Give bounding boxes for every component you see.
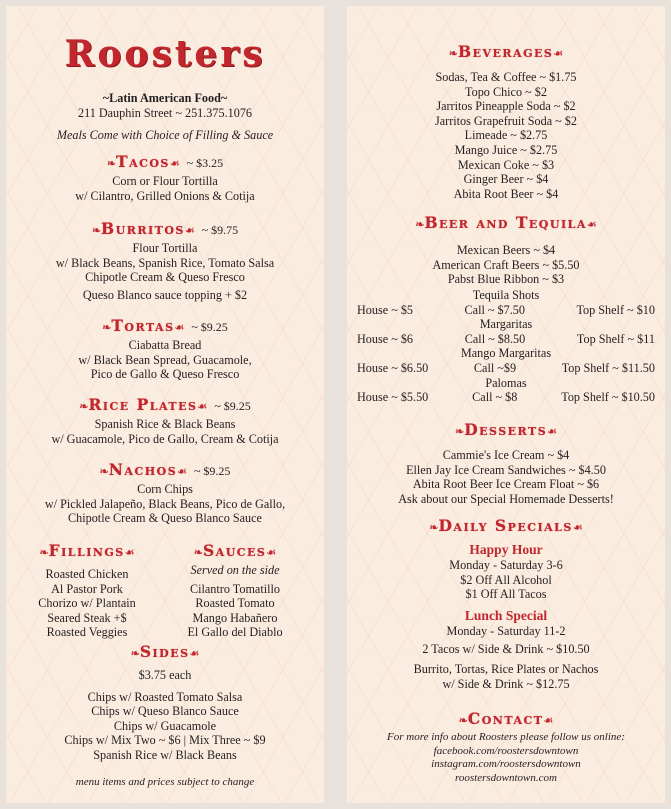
lunch-line: Burrito, Tortas, Rice Plates or Nachos: [413, 661, 599, 676]
sides-price-note: $3.75 each: [138, 668, 192, 682]
tortas-line: w/ Black Bean Spread, Guacamole,: [78, 352, 252, 367]
tequila-name: Mango Margaritas: [460, 346, 552, 361]
tortas-heading: ❧Tortas☙ ~ $9.25: [102, 316, 228, 335]
side-item: Chips w/ Guacamole: [113, 718, 217, 733]
nachos-price: ~ $9.25: [193, 464, 231, 478]
tacos-heading: ❧Tacos☙ ~ $3.25: [106, 152, 224, 171]
filling-item: Seared Steak +$: [47, 610, 127, 625]
instagram-link[interactable]: instagram.com/roostersdowntown: [431, 758, 581, 770]
nachos-line: Corn Chips: [137, 482, 193, 496]
side-item: Chips w/ Queso Blanco Sauce: [91, 704, 239, 719]
side-item: Spanish Rice w/ Black Beans: [93, 747, 237, 762]
beverage-item: Jarritos Pineapple Soda ~ $2: [436, 99, 576, 114]
desserts-section: [347, 420, 665, 506]
tacos-section: [6, 152, 324, 203]
meals-note: Meals Come with Choice of Filling & Sauce: [56, 128, 274, 142]
tortas-section: [6, 316, 324, 382]
beer-heading: ❧Beer and Tequila☙: [415, 213, 597, 232]
sauce-item: Roasted Tomato: [195, 596, 275, 611]
fillings-section: [12, 541, 162, 640]
beverage-item: Jarritos Grapefruit Soda ~ $2: [435, 113, 577, 128]
footer-note: menu items and prices subject to change: [75, 776, 255, 788]
sauce-item: Cilantro Tomatillo: [190, 581, 280, 596]
beverage-item: Mango Juice ~ $2.75: [454, 142, 558, 157]
lunch-line: 2 Tacos w/ Side & Drink ~ $10.50: [422, 642, 590, 657]
facebook-link[interactable]: facebook.com/roostersdowntown: [433, 744, 579, 757]
tequila-name: Palomas: [485, 375, 527, 390]
beverages-section: [347, 42, 665, 201]
nachos-line: w/ Pickled Jalapeño, Black Beans, Pico de Gallo,: [44, 496, 286, 511]
contact-section: [347, 709, 665, 785]
beverage-item: Abita Root Beer ~ $4: [453, 186, 559, 201]
nachos-section: [6, 460, 324, 526]
filling-item: Al Pastor Pork: [51, 581, 123, 596]
beer-item: American Craft Beers ~ $5.50: [432, 257, 580, 272]
sauces-heading: ❧Sauces☙: [193, 541, 277, 560]
filling-item: Chorizo w/ Plantain: [38, 596, 136, 611]
tortas-price: ~ $9.25: [191, 320, 228, 334]
tequila-price-row: House ~ $5 Call ~ $7.50 Top Shelf ~ $10: [357, 302, 655, 317]
sauces-section: [160, 541, 310, 640]
rice-plates-line: w/ Guacamole, Pico de Gallo, Cream & Cotija: [51, 431, 279, 446]
rice-plates-line: Spanish Rice & Black Beans: [94, 417, 236, 431]
beverage-item: Sodas, Tea & Coffee ~ $1.75: [435, 70, 577, 84]
tequila-section: [347, 288, 665, 405]
beverages-heading: ❧Beverages☙: [448, 42, 564, 61]
beverage-item: Ginger Beer ~ $4: [463, 172, 549, 187]
dessert-item: Ellen Jay Ice Cream Sandwiches ~ $4.50: [406, 462, 606, 477]
burritos-section: [6, 219, 324, 302]
roosters-logo: Roosters: [64, 33, 266, 75]
beverage-item: Mexican Coke ~ $3: [457, 157, 555, 172]
menu-right-panel: [347, 6, 665, 803]
specials-heading: ❧Daily Specials☙: [429, 516, 583, 535]
burritos-line: Flour Tortilla: [132, 241, 198, 255]
tacos-line: w/ Cilantro, Grilled Onions & Cotija: [75, 188, 255, 203]
specials-section: [347, 516, 665, 691]
beer-item: Pabst Blue Ribbon ~ $3: [447, 272, 565, 287]
filling-item: Roasted Chicken: [45, 567, 129, 581]
burritos-price: ~ $9.75: [201, 223, 239, 237]
rice-plates-section: [6, 395, 324, 446]
desserts-heading: ❧Desserts☙: [454, 420, 558, 439]
tequila-name: Tequila Shots: [472, 288, 540, 302]
lunch-special-title: Lunch Special: [464, 607, 548, 623]
contact-line: For more info about Roosters please follow us online:: [387, 731, 625, 743]
nachos-heading: ❧Nachos☙ ~ $9.25: [99, 460, 231, 479]
address: 211 Dauphin Street ~ 251.375.1076: [77, 106, 253, 120]
tequila-price-row: House ~ $6 Call ~ $8.50 Top Shelf ~ $11: [357, 331, 655, 346]
nachos-line: Chipotle Cream & Queso Blanco Sauce: [68, 511, 262, 526]
happy-hour-line: $1 Off All Tacos: [465, 587, 547, 602]
tortas-line: Pico de Gallo & Queso Fresco: [90, 367, 240, 382]
sauce-item: El Gallo del Diablo: [187, 625, 283, 640]
tagline: ~Latin American Food~: [102, 91, 228, 105]
happy-hour-line: $2 Off All Alcohol: [460, 572, 552, 587]
side-item: Chips w/ Roasted Tomato Salsa: [87, 689, 243, 704]
lunch-days: Monday - Saturday 11-2: [446, 623, 566, 638]
dessert-item: Abita Root Beer Ice Cream Float ~ $6: [412, 477, 600, 492]
tortas-line: Ciabatta Bread: [128, 338, 202, 352]
beverage-item: Topo Chico ~ $2: [465, 84, 547, 99]
beer-section: [347, 213, 665, 287]
tequila-price-row: House ~ $5.50 Call ~ $8 Top Shelf ~ $10.50: [357, 390, 655, 405]
burritos-line: Chipotle Cream & Queso Fresco: [85, 270, 245, 285]
burritos-extra: Queso Blanco sauce topping + $2: [82, 287, 248, 302]
menu-left-panel: [6, 6, 324, 803]
tacos-line: Corn or Flour Tortilla: [112, 174, 218, 188]
dessert-item: Cammie's Ice Cream ~ $4: [442, 448, 570, 462]
happy-hour-title: Happy Hour: [469, 542, 543, 557]
sauces-note: Served on the side: [190, 563, 280, 577]
sides-section: [6, 642, 324, 763]
rice-plates-price: ~ $9.25: [214, 399, 251, 413]
burritos-heading: ❧Burritos☙ ~ $9.75: [91, 219, 239, 238]
tequila-price-row: House ~ $6.50 Call ~$9 Top Shelf ~ $11.50: [357, 360, 655, 375]
dessert-item: Ask about our Special Homemade Desserts!: [398, 491, 614, 506]
tequila-name: Margaritas: [479, 317, 533, 332]
sides-heading: ❧Sides☙: [130, 642, 200, 661]
beer-item: Mexican Beers ~ $4: [456, 243, 556, 257]
side-item: Chips w/ Mix Two ~ $6 | Mix Three ~ $9: [64, 733, 266, 748]
lunch-line: w/ Side & Drink ~ $12.75: [442, 676, 570, 691]
rice-plates-heading: ❧Rice Plates☙ ~ $9.25: [79, 395, 251, 414]
fillings-heading: ❧Fillings☙: [39, 541, 135, 560]
sauce-item: Mango Habañero: [192, 610, 278, 625]
website-link[interactable]: roostersdowntown.com: [455, 771, 557, 784]
burritos-line: w/ Black Beans, Spanish Rice, Tomato Salsa: [55, 255, 275, 270]
tacos-price: ~ $3.25: [186, 156, 224, 170]
contact-heading: ❧Contact☙: [458, 709, 554, 728]
beverage-item: Limeade ~ $2.75: [464, 128, 548, 143]
happy-hour-line: Monday - Saturday 3-6: [449, 558, 563, 572]
filling-item: Roasted Veggies: [46, 625, 128, 640]
